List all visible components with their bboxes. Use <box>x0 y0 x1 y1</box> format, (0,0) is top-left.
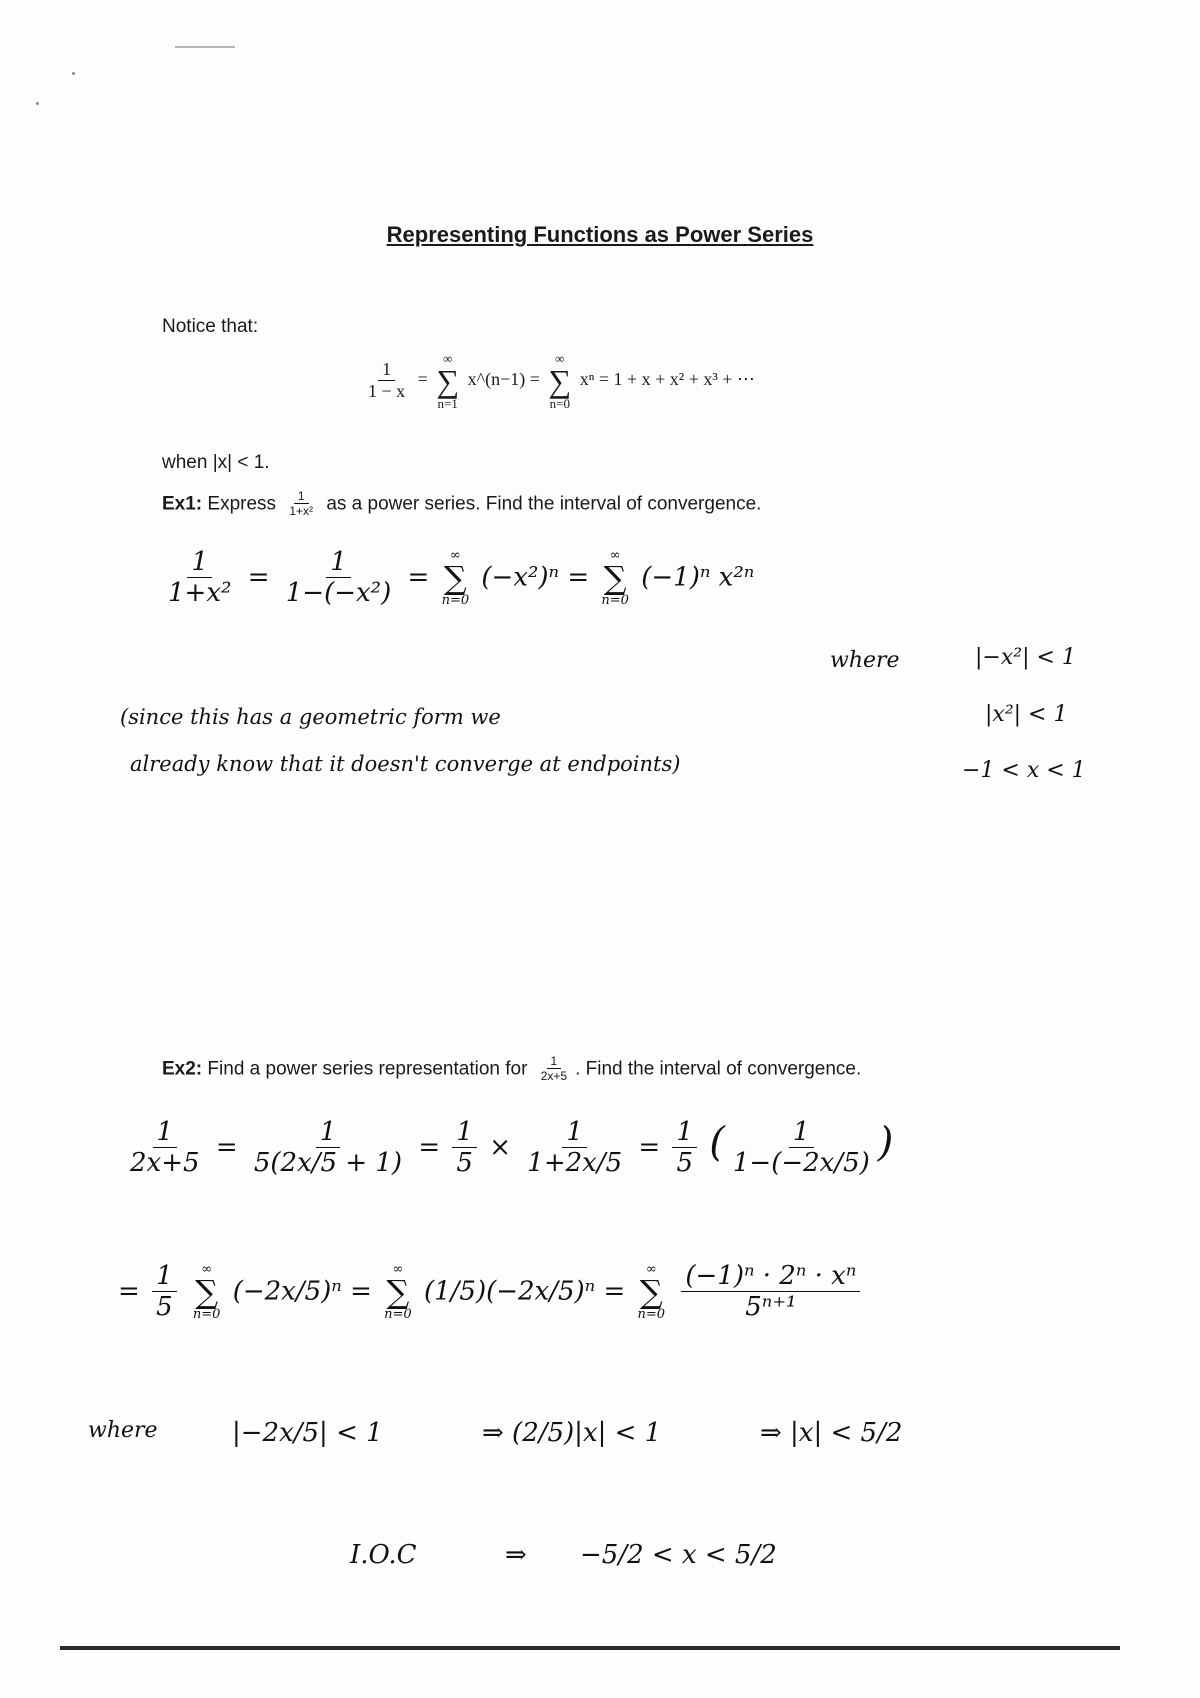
ex2-condition: ⇒ |x| < 5/2 <box>760 1418 903 1448</box>
ex2-condition: ⇒ (2/5)|x| < 1 <box>482 1418 662 1448</box>
ex1-note-line1: (since this has a geometric form we <box>120 705 501 729</box>
sum-sign: ∞ ∑ n=0 <box>192 1262 221 1323</box>
sum-sign: ∞ ∑ n=0 <box>548 351 572 411</box>
notice-label: Notice that: <box>162 316 259 337</box>
ex1-condition: |−x²| < 1 <box>975 645 1076 670</box>
ioc-interval: −5/2 < x < 5/2 <box>580 1540 777 1570</box>
formula-lhs-fraction: $\frac{1}{1 - x}$ <box>368 358 406 401</box>
sum-sign: ∞ ∑ n=0 <box>441 548 470 609</box>
ex2-work-line1: $\frac{1}{2x+5}$ = $\frac{1}{5(2x/5 + 1)}$ = $\frac{1}{5}$ × $\frac{1}{1+2x/5}$ = $\frac{1}{5}$ ( $\frac{1}{1-(-2x/5)}$ ) <box>130 1117 894 1178</box>
sum-sign: ∞ ∑ n=0 <box>601 548 629 609</box>
ex2-prompt: Ex2: Find a power series representation for $\frac{1}{2x+5}$ . Find the interval of convergence. <box>162 1054 862 1084</box>
ex1-note-line2: already know that it doesn't converge at endpoints) <box>130 752 681 776</box>
ex1-fraction: $\frac{1}{\text{1+x²}}$ <box>289 489 314 519</box>
geometric-series-formula: $\frac{1}{1 - x}$ = ∞ ∑ n=1 x^(n−1) = ∞ ∑ n=0 xⁿ = 1 + x + x² + x³ + ⋯ <box>360 352 755 410</box>
sum-sign: ∞ ∑ n=0 <box>637 1262 666 1323</box>
ex1-label: Ex1: <box>162 493 203 515</box>
scan-speck <box>72 72 75 75</box>
ioc-label: I.O.C <box>350 1540 417 1570</box>
ex2-work-line2: = $\frac{1}{5}$ ∞ ∑ n=0 (−2x/5)ⁿ = ∞ ∑ n=0 (1/5)(−2x/5)ⁿ = ∞ ∑ n=0 $\frac{\text{(−1)ⁿ · 2ⁿ · xⁿ}}{\text{5ⁿ⁺¹}}$ <box>118 1262 864 1323</box>
ex2-label: Ex2: <box>162 1058 203 1080</box>
scan-speck <box>36 102 39 105</box>
sum-sign: ∞ ∑ n=0 <box>384 1262 412 1323</box>
page-title: Representing Functions as Power Series <box>386 222 814 247</box>
ex1-work-line1: $\frac{1}{\text{1+x²}}$ = $\frac{1}{\text{1−(−x²)}}$ = ∞ ∑ n=0 (−x²)ⁿ = ∞ ∑ n=0 (−1)ⁿ x²ⁿ <box>168 547 755 609</box>
formula-term: x^(n−1) <box>467 369 526 390</box>
ex1-condition: |x²| < 1 <box>985 702 1068 727</box>
ex2-where-label: where <box>88 1418 158 1443</box>
top-scan-mark <box>175 46 235 48</box>
ex1-prompt: Ex1: Express $\frac{1}{\text{1+x²}}$ as a power series. Find the interval of convergence. <box>162 489 762 519</box>
ex2-condition: |−2x/5| < 1 <box>232 1418 383 1448</box>
ioc-arrow: ⇒ <box>505 1540 527 1570</box>
ex2-fraction: $\frac{1}{2x+5}$ <box>540 1054 568 1084</box>
bottom-scan-edge <box>60 1646 1120 1650</box>
ex1-condition: −1 < x < 1 <box>962 758 1086 783</box>
ex1-where-label: where <box>830 648 900 673</box>
convergence-condition: when |x| < 1. <box>162 452 270 473</box>
sum-sign: ∞ ∑ n=1 <box>436 351 460 411</box>
formula-term: xⁿ = 1 + x + x² + x³ + ⋯ <box>579 369 755 390</box>
